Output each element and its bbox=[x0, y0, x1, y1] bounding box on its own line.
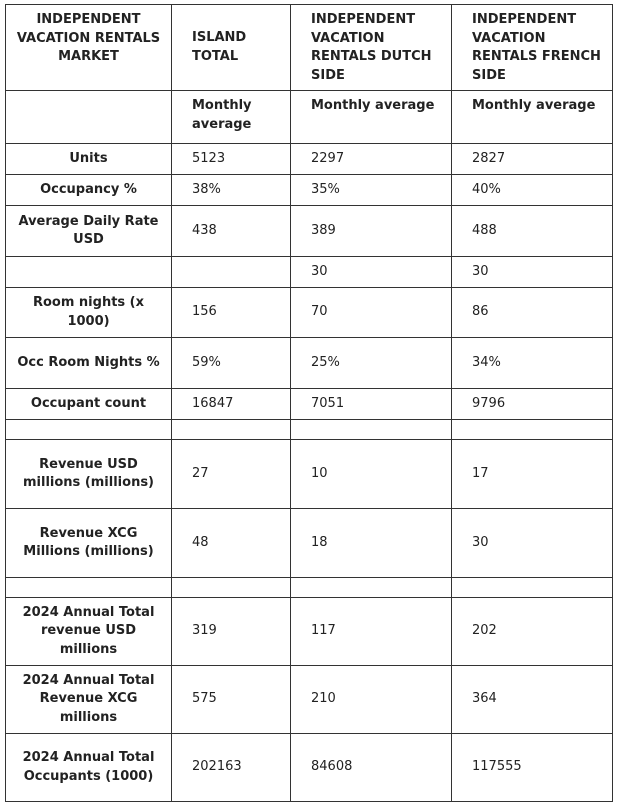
row-label: Occ Room Nights % bbox=[6, 338, 172, 389]
subheader-island: Monthly average bbox=[172, 91, 291, 144]
cell-dutch bbox=[291, 578, 452, 598]
row-label: Average Daily Rate USD bbox=[6, 206, 172, 257]
table-row-annual-occupants bbox=[6, 734, 613, 802]
cell-island: 319 bbox=[172, 598, 291, 666]
subheader-empty bbox=[6, 91, 172, 144]
rentals-table-container bbox=[5, 4, 613, 802]
cell-dutch: 18 bbox=[291, 509, 452, 578]
subheader-dutch: Monthly average bbox=[291, 91, 452, 144]
cell-island: 202163 bbox=[172, 734, 291, 802]
cell-island: 575 bbox=[172, 666, 291, 734]
cell-french bbox=[452, 578, 613, 598]
header-french-side: INDEPENDENT VACATION RENTALS FRENCH SIDE bbox=[452, 5, 613, 91]
table-row-spacer bbox=[6, 578, 613, 598]
cell-french: 17 bbox=[452, 440, 613, 509]
table-row-annual-revenue-xcg bbox=[6, 666, 613, 734]
row-label: 2024 Annual Total Revenue XCG millions bbox=[6, 666, 172, 734]
cell-french: 488 bbox=[452, 206, 613, 257]
cell-dutch: 70 bbox=[291, 288, 452, 338]
cell-french: 30 bbox=[452, 257, 613, 288]
table-row-unlabeled bbox=[6, 257, 613, 288]
subheader-french: Monthly average bbox=[452, 91, 613, 144]
cell-island bbox=[172, 257, 291, 288]
cell-dutch: 7051 bbox=[291, 389, 452, 420]
cell-french: 2827 bbox=[452, 144, 613, 175]
cell-dutch: 2297 bbox=[291, 144, 452, 175]
cell-island: 16847 bbox=[172, 389, 291, 420]
row-label: Revenue USD millions (millions) bbox=[6, 440, 172, 509]
table-row-revenue-usd bbox=[6, 440, 613, 509]
cell-island bbox=[172, 420, 291, 440]
row-label: 2024 Annual Total Occupants (1000) bbox=[6, 734, 172, 802]
cell-dutch: 210 bbox=[291, 666, 452, 734]
cell-french: 86 bbox=[452, 288, 613, 338]
table-row-spacer bbox=[6, 420, 613, 440]
row-label: Units bbox=[6, 144, 172, 175]
header-row bbox=[6, 5, 613, 91]
table-row-occupancy bbox=[6, 175, 613, 206]
cell-island: 156 bbox=[172, 288, 291, 338]
cell-island: 38% bbox=[172, 175, 291, 206]
row-label bbox=[6, 257, 172, 288]
cell-island: 5123 bbox=[172, 144, 291, 175]
table-row-revenue-xcg bbox=[6, 509, 613, 578]
header-market: INDEPENDENT VACATION RENTALS MARKET bbox=[6, 5, 172, 91]
cell-island bbox=[172, 578, 291, 598]
cell-dutch: 30 bbox=[291, 257, 452, 288]
row-label bbox=[6, 578, 172, 598]
subheader-row bbox=[6, 91, 613, 144]
cell-french: 30 bbox=[452, 509, 613, 578]
cell-french: 40% bbox=[452, 175, 613, 206]
row-label: Occupancy % bbox=[6, 175, 172, 206]
cell-french: 34% bbox=[452, 338, 613, 389]
cell-french: 202 bbox=[452, 598, 613, 666]
cell-french: 9796 bbox=[452, 389, 613, 420]
cell-island: 59% bbox=[172, 338, 291, 389]
cell-french: 364 bbox=[452, 666, 613, 734]
cell-island: 27 bbox=[172, 440, 291, 509]
header-dutch-side: INDEPENDENT VACATION RENTALS DUTCH SIDE bbox=[291, 5, 452, 91]
table-row-units bbox=[6, 144, 613, 175]
row-label: Room nights (x 1000) bbox=[6, 288, 172, 338]
cell-dutch: 10 bbox=[291, 440, 452, 509]
row-label: Occupant count bbox=[6, 389, 172, 420]
cell-dutch: 84608 bbox=[291, 734, 452, 802]
cell-island: 438 bbox=[172, 206, 291, 257]
cell-dutch: 35% bbox=[291, 175, 452, 206]
table-row-room-nights bbox=[6, 288, 613, 338]
table-row-occupant-count bbox=[6, 389, 613, 420]
cell-dutch bbox=[291, 420, 452, 440]
cell-dutch: 117 bbox=[291, 598, 452, 666]
vacation-rentals-table bbox=[5, 4, 613, 802]
cell-french bbox=[452, 420, 613, 440]
table-row-occ-room-nights bbox=[6, 338, 613, 389]
header-island-total: ISLAND TOTAL bbox=[172, 5, 291, 91]
table-row-annual-revenue-usd bbox=[6, 598, 613, 666]
row-label: Revenue XCG Millions (millions) bbox=[6, 509, 172, 578]
cell-french: 117555 bbox=[452, 734, 613, 802]
row-label: 2024 Annual Total revenue USD millions bbox=[6, 598, 172, 666]
table-row-adr bbox=[6, 206, 613, 257]
cell-dutch: 389 bbox=[291, 206, 452, 257]
cell-island: 48 bbox=[172, 509, 291, 578]
cell-dutch: 25% bbox=[291, 338, 452, 389]
row-label bbox=[6, 420, 172, 440]
